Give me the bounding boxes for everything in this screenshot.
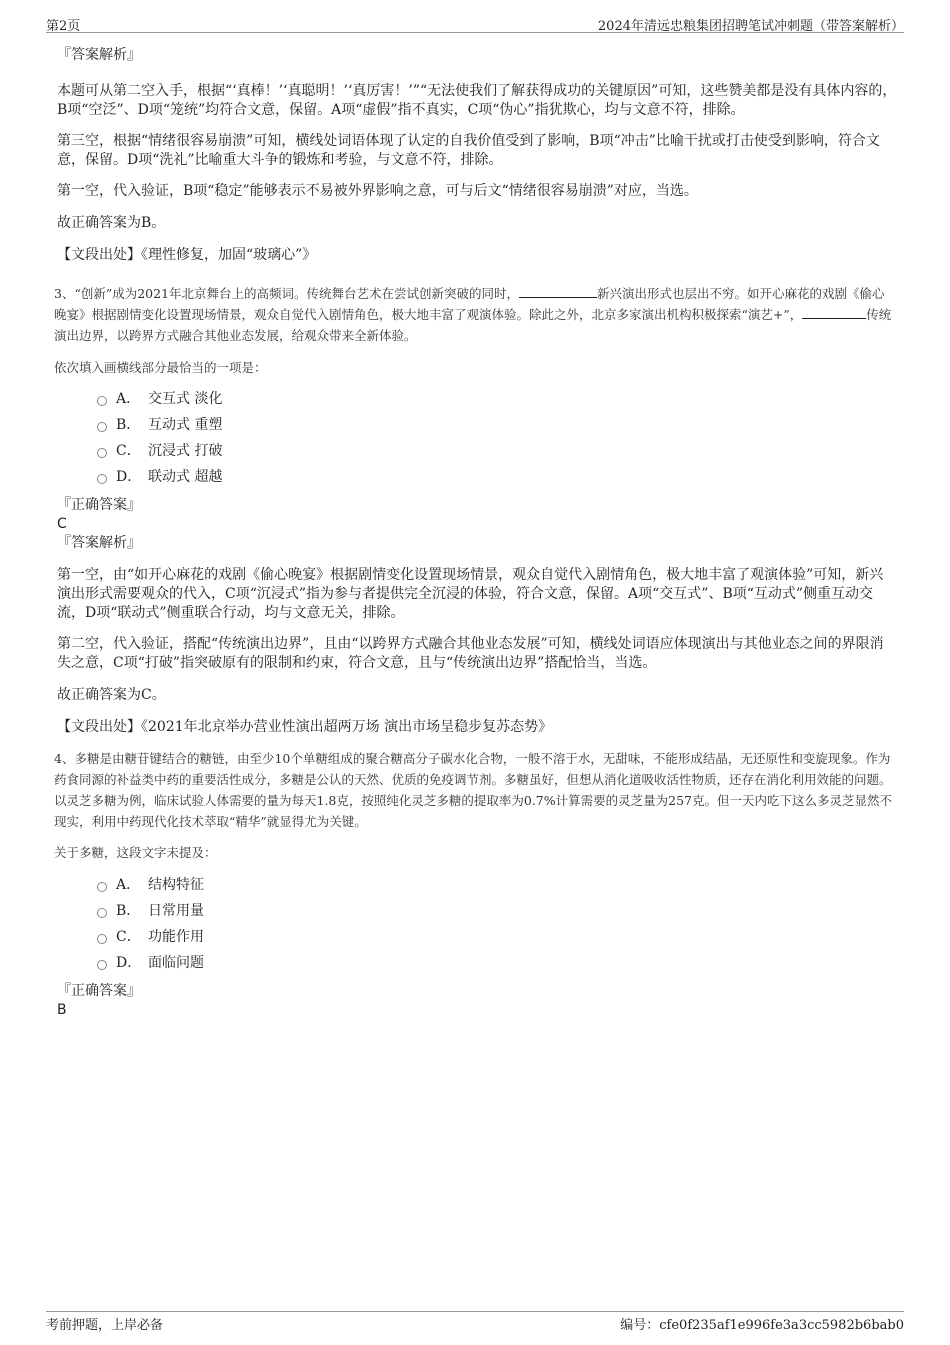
source-citation: 【文段出处】《2021年北京举办营业性演出超两万场 演出市场呈稳步复苏态势》 [57,719,553,735]
document-id: 编号：cfe0f235af1e996fe3a3cc5982b6bab0 [620,1318,904,1333]
header-divider [46,32,904,33]
document-body [54,44,897,1020]
radio-icon[interactable] [97,882,107,892]
analysis-paragraph: 本题可从第二空入手，根据“‘真棒！’‘真聪明！’‘真厉害！’”“无法使我们了解获得成功的关键原因”可知，这些赞美都是没有具体内容的，B项“空泛”、D项“笼统”均符合文意，保留。A项“虚假”指不真实，C项“伪心”指犹欺心，均与文意不符，排除。 [57,83,897,118]
question-prompt: 依次填入画横线部分最恰当的一项是： [54,360,267,375]
radio-icon[interactable] [97,474,107,484]
source-citation: 【文段出处】《理性修复，加固“玻璃心”》 [57,247,317,263]
option-b[interactable]: B． 互动式 重塑 [97,412,897,438]
analysis-paragraph: 第三空，根据“情绪很容易崩溃”可知，横线处词语体现了认定的自我价值受到了影响，B项“冲击”比喻干扰或打击使受到影响，符合文意，保留。D项“洗礼”比喻重大斗争的锻炼和考验，与文意不符，排除。 [57,133,880,168]
answer-value: C [57,516,67,532]
question-prompt: 关于多糖，这段文字未提及： [54,845,217,860]
option-d[interactable]: D． 面临问题 [97,950,897,976]
radio-icon[interactable] [97,960,107,970]
options-list [57,386,897,490]
option-c[interactable]: C． 功能作用 [97,924,897,950]
radio-icon[interactable] [97,396,107,406]
analysis-heading: 『答案解析』 [57,535,141,551]
fill-blank-2 [802,306,866,319]
option-a[interactable]: A． 交互式 淡化 [97,386,897,412]
option-b[interactable]: B． 日常用量 [97,898,897,924]
answer-value: B [57,1002,67,1018]
question-stem: 4、多糖是由糖苷键结合的糖链，由至少10个单糖组成的聚合糖高分子碳水化合物，一般不溶于水，无甜味，不能形成结晶，无还原性和变旋现象。作为药食同源的补益类中药的重要活性成分，多糖是公认的天然、优质的免疫调节剂。多糖虽好，但想从消化道吸收活性物质，还存在消化利用效能的问题。以灵芝多糖为例，临床试验人体需要的量为每天1.8克，按照纯化灵芝多糖的提取率为0.7%计算需要的灵芝量为257克。但一天内吃下这么多灵芝显然不现实，利用中药现代化技术萃取“精华”就显得尤为关键。 [54,751,892,829]
document-title: 2024年清远忠粮集团招聘笔试冲刺题（带答案解析） [597,19,904,34]
correct-answer-statement: 故正确答案为B。 [57,215,166,231]
fill-blank-1 [519,285,597,298]
footer-slogan: 考前押题，上岸必备 [46,1318,164,1333]
radio-icon[interactable] [97,908,107,918]
footer-divider [46,1311,904,1312]
question-stem: 3、“创新”成为2021年北京舞台上的高频词。传统舞台艺术在尝试创新突破的同时， 新兴演出形式也层出不穷。如开心麻花的戏剧《偷心晚宴》根据剧情变化设置现场情景，观众自觉代入剧情角色，极大地丰富了观演体验。除此之外，北京多家演出机构积极探索“演艺+”， 传统演出边界，以跨界方式融合其他业态发展，给观众带来全新体验。 [54,286,892,343]
option-c[interactable]: C． 沉浸式 打破 [97,438,897,464]
option-d[interactable]: D． 联动式 超越 [97,464,897,490]
analysis-heading: 『答案解析』 [57,47,141,63]
correct-answer-statement: 故正确答案为C。 [57,687,166,703]
page-number: 第2页 [46,19,81,34]
analysis-paragraph: 第一空，代入验证，B项“稳定”能够表示不易被外界影响之意，可与后文“情绪很容易崩溃”对应，当选。 [57,183,698,199]
radio-icon[interactable] [97,934,107,944]
radio-icon[interactable] [97,422,107,432]
analysis-paragraph: 第一空，由“如开心麻花的戏剧《偷心晚宴》根据剧情变化设置现场情景，观众自觉代入剧情角色，极大地丰富了观演体验”可知，新兴演出形式需要观众的代入，C项“沉浸式”指为参与者提供完全沉浸的体验，符合文意，保留。A项“交互式”、B项“互动式”侧重互动交流，D项“联动式”侧重联合行动，均与文意无关，排除。 [57,567,884,621]
answer-heading: 『正确答案』 [57,983,141,999]
radio-icon[interactable] [97,448,107,458]
option-a[interactable]: A． 结构特征 [97,872,897,898]
analysis-paragraph: 第二空，代入验证，搭配“传统演出边界”，且由“以跨界方式融合其他业态发展”可知，横线处词语应体现演出与其他业态之间的界限消失之意，C项“打破”指突破原有的限制和约束，符合文意，且与“传统演出边界”搭配恰当，当选。 [57,636,884,671]
answer-heading: 『正确答案』 [57,497,141,513]
options-list [57,872,897,976]
